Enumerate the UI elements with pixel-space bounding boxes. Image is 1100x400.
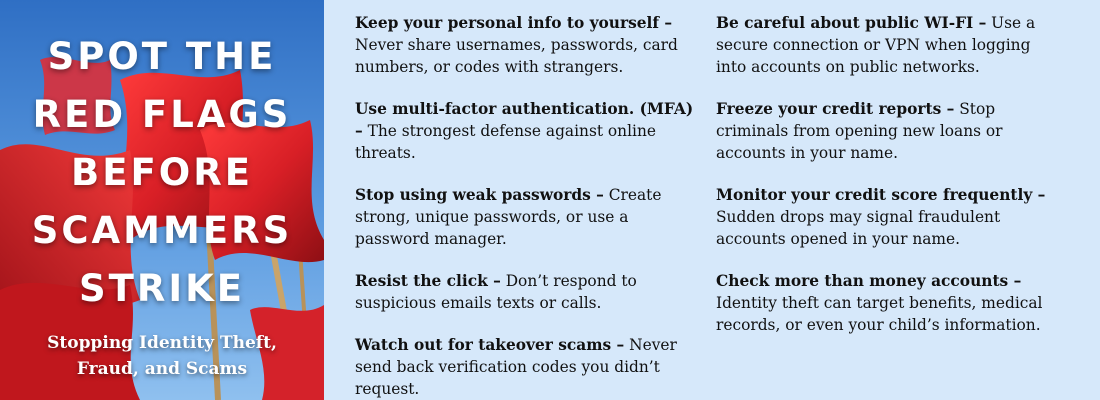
tip-text: Sudden drops may signal fraudulent accounts opened in your name.	[716, 208, 1001, 248]
tip-item	[355, 184, 700, 250]
tip-heading: Keep your personal info to yourself –	[355, 14, 673, 32]
page-subtitle: Stopping Identity Theft, Fraud, and Scams	[47, 333, 277, 379]
tip-text: Never share usernames, passwords, card numbers, or codes with strangers.	[355, 36, 678, 76]
tip-item	[355, 98, 700, 164]
tip-text: Create strong, unique passwords, or use a password manager.	[355, 186, 662, 248]
tip-item	[716, 98, 1061, 164]
tip-text: Stop criminals from opening new loans or accounts in your name.	[716, 100, 1003, 162]
tip-item	[355, 12, 700, 78]
tip-text: Don’t respond to suspicious emails texts or calls.	[355, 272, 637, 312]
tip-text: Never send back verification codes you didn’t request.	[355, 336, 677, 398]
tip-text: The strongest defense against online threats.	[355, 122, 656, 162]
tip-item	[716, 270, 1061, 336]
tip-text: Identity theft can target benefits, medical records, or even your child’s information.	[716, 294, 1043, 334]
tips-panel	[324, 0, 1100, 400]
tip-heading: Watch out for takeover scams –	[355, 336, 625, 354]
tip-item	[355, 270, 700, 314]
tips-column-left	[355, 12, 700, 400]
tip-heading: Monitor your credit score frequently –	[716, 186, 1046, 204]
hero-panel	[0, 0, 324, 400]
tip-heading: Check more than money accounts –	[716, 272, 1022, 290]
tip-text: Use a secure connection or VPN when logging into accounts on public networks.	[716, 14, 1036, 76]
tip-item	[355, 334, 700, 400]
tip-item	[716, 184, 1061, 250]
page-title: SPOT THE RED FLAGS BEFORE SCAMMERS STRIKE	[31, 35, 293, 310]
tip-heading: Stop using weak passwords –	[355, 186, 604, 204]
tip-heading: Be careful about public WI-FI –	[716, 14, 987, 32]
tips-column-right	[716, 12, 1061, 400]
tip-heading: Use multi-factor authentication. (MFA) –	[355, 100, 694, 140]
tip-heading: Resist the click –	[355, 272, 501, 290]
tip-heading: Freeze your credit reports –	[716, 100, 955, 118]
tip-item	[716, 12, 1061, 78]
